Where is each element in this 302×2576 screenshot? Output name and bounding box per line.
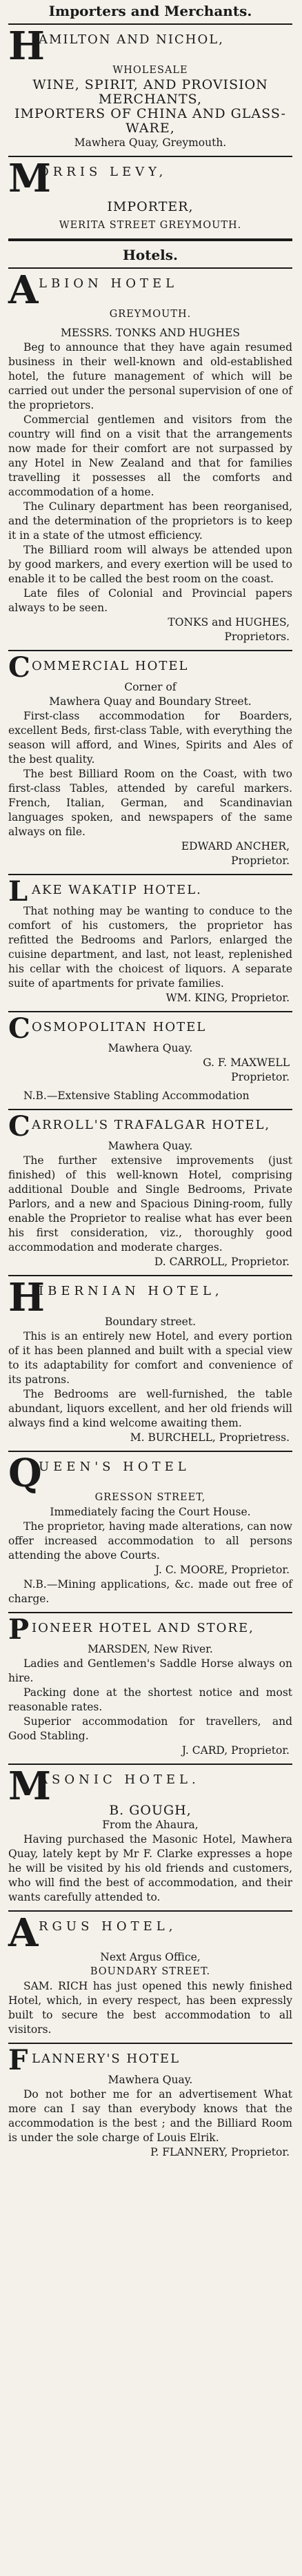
ad-line: WINE, SPIRIT, AND PROVISION — [32, 77, 268, 92]
ad-carroll-trafalgar-hotel — [8, 1110, 292, 1276]
ad-name: AMILTON AND NICHOL, — [39, 32, 224, 47]
ad-line: Mawhera Quay. — [108, 1042, 193, 1054]
ad-name: IBERNIAN HOTEL, — [39, 1284, 223, 1298]
drop-cap: P — [8, 1613, 30, 1646]
ad-line: Boundary street. — [104, 1316, 197, 1328]
ad-header — [8, 23, 292, 69]
ad-line: Mawhera Quay. — [108, 1140, 193, 1152]
section-title-importers: Importers and Merchants. — [8, 0, 292, 25]
ad-argus-hotel — [8, 1912, 292, 2044]
ad-line: From the Ahaura, — [102, 1819, 199, 1831]
ad-signature: D. CARROLL, Proprietor. — [154, 1256, 290, 1268]
drop-cap: C — [8, 1012, 30, 1045]
ad-header — [8, 1451, 292, 1496]
ad-line: WERITA STREET GREYMOUTH. — [59, 220, 242, 231]
ad-header — [8, 1910, 292, 1956]
ad-name: IONEER HOTEL AND STORE, — [32, 1621, 254, 1635]
ad-header — [8, 1275, 292, 1320]
ad-line: Mawhera Quay. — [108, 2074, 193, 2086]
ad-line: Mawhera Quay and Boundary Street. — [49, 695, 252, 708]
ad-lake-wakatip-hotel — [8, 875, 292, 1012]
ad-flannery-hotel — [8, 2044, 292, 2165]
ad-name: ORRIS LEVY, — [39, 165, 168, 179]
ad-hamilton-nichol — [8, 25, 292, 157]
ad-line: IMPORTERS OF CHINA AND GLASS- — [14, 106, 286, 121]
drop-cap: M — [8, 1764, 51, 1809]
ad-signature: M. BURCHELL, Proprietress. — [130, 1431, 290, 1444]
ad-signature: EDWARD ANCHER, — [181, 840, 290, 852]
ad-paragraph: The Billiard room will always be attended upon by good markers, and every exertion will be used to enable it to be called the best room on the coast. — [8, 544, 292, 585]
section-title-hotels: Hotels. — [8, 240, 292, 269]
ad-name: LANNERY'S HOTEL — [32, 2052, 181, 2066]
ad-header — [8, 651, 292, 684]
ad-name: OSMOPOLITAN HOTEL — [32, 1020, 207, 1034]
ad-paragraph: The further extensive improvements (just finished) of this well-known Hotel, comprising additional Double and Single Bedrooms, Private Parlors, and a new and Spacious Dining-room, fully enable the Proprietor to realise what has ever been his first consideration, viz., thoroughly good accommodation and moderate charges. — [8, 1154, 292, 1254]
ad-pioneer-hotel — [8, 1613, 292, 1765]
ad-line: BOUNDARY STREET. — [90, 1966, 211, 1977]
ad-header — [8, 267, 292, 313]
ad-queens-hotel — [8, 1452, 292, 1613]
ad-signature: J. C. MOORE, Proprietor. — [155, 1564, 290, 1576]
ad-paragraph: Having purchased the Masonic Hotel, Mawhera Quay, lately kept by Mr F. Clarke expresses a hope he will be visited by his old friends and customers, who will find the best of accommodation, and their wants carefully attended to. — [8, 1833, 292, 1903]
ad-header — [8, 875, 292, 908]
ad-name: ASONIC HOTEL. — [39, 1772, 200, 1787]
ad-role: Proprietor. — [231, 1071, 290, 1083]
ad-header — [8, 156, 292, 201]
ad-name: AKE WAKATIP HOTEL. — [32, 883, 202, 897]
drop-cap: C — [8, 1110, 30, 1143]
ad-signature: G. F. MAXWELL — [203, 1056, 290, 1069]
ad-paragraph: First-class accommodation for Boarders, excellent Beds, first-class Table, with everything the season will afford, and Wines, Spirits and Ales of the best quality. — [8, 710, 292, 766]
ad-signature: J. CARD, Proprietor. — [181, 1744, 290, 1757]
ad-signature: TONKS and HUGHES, — [168, 616, 290, 628]
ad-header — [8, 2044, 292, 2076]
ad-paragraph: This is an entirely new Hotel, and every portion of it has been planned and built with a special view to its adaptability for comfort and convenience of its patrons. — [8, 1330, 292, 1386]
ad-cosmopolitan-hotel — [8, 1012, 292, 1110]
ad-line: Mawhera Quay, Greymouth. — [74, 136, 227, 149]
ad-albion-hotel — [8, 269, 292, 651]
ad-header — [8, 1012, 292, 1045]
ad-morris-levy — [8, 157, 292, 240]
drop-cap: H — [8, 1275, 45, 1320]
ad-line: MERCHANTS, — [98, 92, 203, 107]
ad-paragraph: SAM. RICH has just opened this newly finished Hotel, which, in every respect, has been expressly built to secure the best accommodation to all visitors. — [8, 1980, 292, 2036]
ad-name: ARROLL'S TRAFALGAR HOTEL, — [32, 1118, 271, 1132]
ad-header — [8, 1613, 292, 1646]
ad-note: N.B.—Extensive Stabling Accommodation — [23, 1090, 250, 1102]
ad-line: WARE, — [125, 121, 175, 136]
drop-cap: L — [8, 875, 28, 908]
ad-header — [8, 1110, 292, 1143]
ad-line: GREYMOUTH. — [109, 309, 192, 320]
ad-line: WHOLESALE — [112, 65, 188, 76]
ad-line: GRESSON STREET, — [94, 1492, 206, 1503]
ad-line: MESSRS. TONKS AND HUGHES — [61, 327, 240, 339]
ad-paragraph: The Culinary department has been reorganised, and the determination of the proprietors is to keep it in a state of the utmost efficiency. — [8, 500, 292, 542]
drop-cap: C — [8, 651, 30, 684]
ad-paragraph: Late files of Colonial and Provincial papers always to be seen. — [8, 587, 292, 614]
ad-masonic-hotel — [8, 1765, 292, 1912]
ad-line: Immediately facing the Court House. — [50, 1506, 251, 1518]
ad-hibernian-hotel — [8, 1276, 292, 1452]
drop-cap: A — [8, 1910, 39, 1956]
ad-paragraph: Superior accommodation for travellers, and Good Stabling. — [8, 1715, 292, 1742]
ad-name: UEEN'S HOTEL — [39, 1460, 190, 1474]
ad-role: Proprietors. — [224, 631, 290, 643]
drop-cap: Q — [8, 1451, 42, 1496]
ad-paragraph: Packing done at the shortest notice and most reasonable rates. — [8, 1686, 292, 1713]
drop-cap: F — [8, 2044, 28, 2076]
drop-cap: H — [8, 23, 45, 69]
ad-paragraph: That nothing may be wanting to conduce to the comfort of his customers, the proprietor has refitted the Bedrooms and Parlors, enlarged the cuisine department, and last, not least, replenished his cellar with the choicest of liquors. A separate suite of apartments for private families. — [8, 905, 292, 990]
ad-paragraph: Commercial gentlemen and visitors from the country will find on a visit that the arrangements now made for their comfort are not surpassed by any Hotel in New Zealand and that for families travelling it possesses all the comforts and accommodation of a home. — [8, 413, 292, 498]
ad-commercial-hotel — [8, 651, 292, 875]
ad-role: Proprietor. — [231, 855, 290, 867]
ad-line: Next Argus Office, — [100, 1951, 201, 1963]
ad-paragraph: Do not bother me for an advertisement What more can I say than everybody knows that the accommodation is the best ; and the Billiard Room is under the sole charge of Louis Elrik. — [8, 2088, 292, 2144]
ad-name: RGUS HOTEL, — [39, 1919, 177, 1934]
ad-name: LBION HOTEL — [39, 276, 179, 291]
ad-name: OMMERCIAL HOTEL — [32, 659, 189, 673]
ad-paragraph: The proprietor, having made alterations, can now offer increased accommodation to all persons attending the above Courts. — [8, 1520, 292, 1562]
ad-paragraph: The Bedrooms are well-furnished, the table abundant, liquors excellent, and her old friends will always find a kind welcome awaiting them. — [8, 1388, 292, 1429]
ad-signature: P. FLANNERY, Proprietor. — [150, 2146, 290, 2158]
ad-line: Corner of — [124, 681, 177, 693]
ad-line: B. GOUGH, — [109, 1803, 192, 1818]
ad-paragraph: The best Billiard Room on the Coast, with two first-class Tables, attended by careful markers. French, Italian, German, and Scandinavian languages spoken, and newspapers of the same always on file. — [8, 768, 292, 838]
drop-cap: A — [8, 267, 39, 313]
ad-paragraph: Ladies and Gentlemen's Saddle Horse always on hire. — [8, 1657, 292, 1684]
drop-cap: M — [8, 156, 51, 201]
ad-line: IMPORTER, — [107, 199, 194, 214]
ad-line: MARSDEN, New River. — [88, 1643, 213, 1655]
ad-paragraph: Beg to announce that they have again resumed business in their well-known and old-established hotel, the future management of which will be carried out under the personal supervision of one of the proprietors. — [8, 341, 292, 411]
ad-header — [8, 1764, 292, 1809]
ad-note: N.B.—Mining applications, &c. made out free of charge. — [8, 1578, 292, 1605]
ad-signature: WM. KING, Proprietor. — [165, 992, 290, 1004]
